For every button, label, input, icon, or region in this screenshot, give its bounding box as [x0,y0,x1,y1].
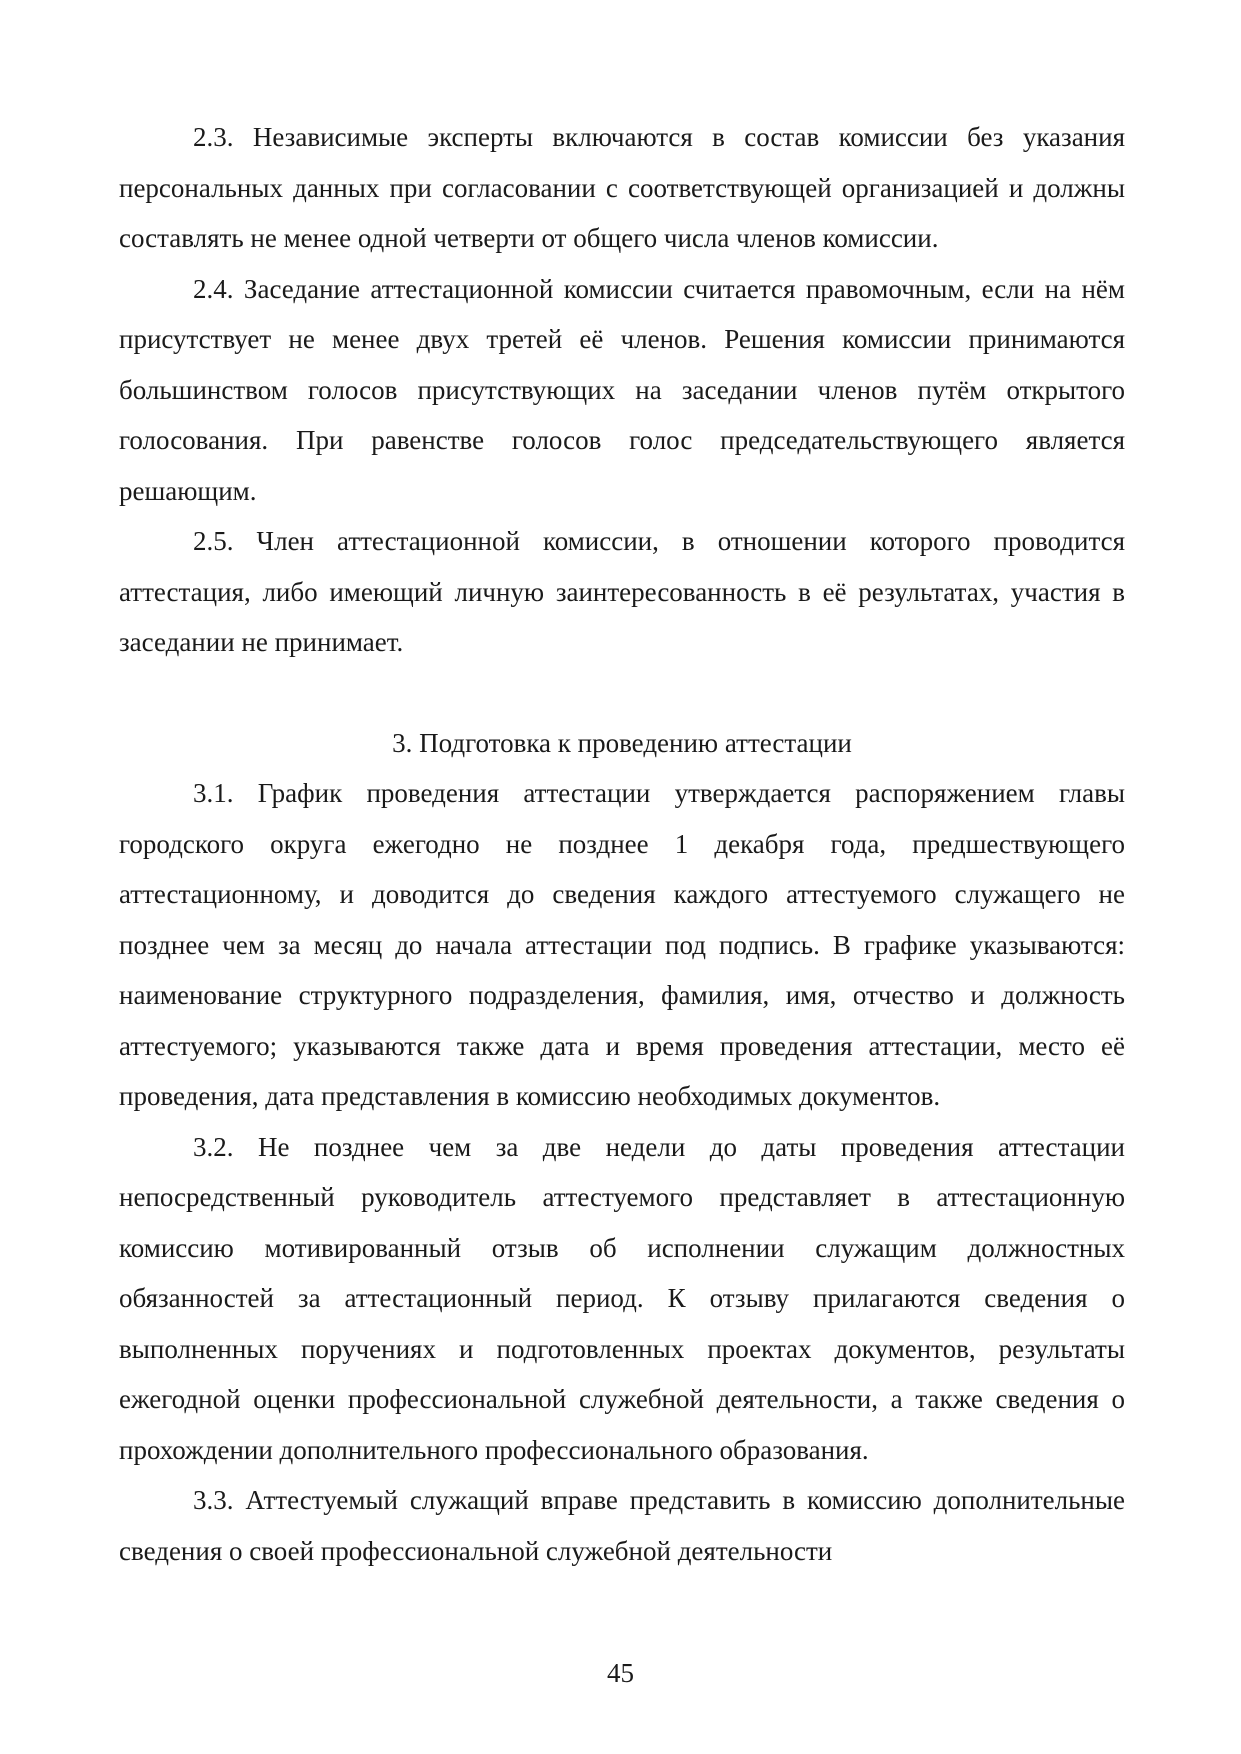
paragraph-2-5: 2.5. Член аттестационной комиссии, в отношении которого проводится аттестация, либо имеющий личную заинтересованность в её результатах, участия в заседании не принимает. [119,526,1125,657]
page-number: 45 [607,1658,634,1688]
paragraph-2-3: 2.3. Независимые эксперты включаются в состав комиссии без указания персональных данных при согласовании с соответствующей организацией и должны составлять не менее одной четверти от общего числа членов комиссии. [119,122,1125,253]
section-3-heading: 3. Подготовка к проведению аттестации [392,727,852,758]
paragraph-3-2: 3.2. Не позднее чем за две недели до даты проведения аттестации непосредственный руководитель аттестуемого представляет в аттестационную комиссию мотивированный отзыв об исполнении служащим должностных обязанностей за аттестационный период. К отзыву прилагаются сведения о выполненных поручениях и подготовленных проектах документов, результаты ежегодной оценки профессиональной служебной деятельности, а также сведения о прохождении дополнительного профессионального образования. [119,1131,1125,1465]
paragraph-3-1: 3.1. График проведения аттестации утверждается распоряжением главы городского округа ежегодно не позднее 1 декабря года, предшествующего аттестационному, и доводится до сведения каждого аттестуемого служащего не позднее чем за месяц до начала аттестации под подпись. В графике указываются: наименование структурного подразделения, фамилия, имя, отчество и должность аттестуемого; указываются также дата и время проведения аттестации, место её проведения, дата представления в комиссию необходимых документов. [119,778,1125,1111]
paragraph-3-3: 3.3. Аттестуемый служащий вправе представить в комиссию дополнительные сведения о своей профессиональной служебной деятельности [119,1485,1125,1566]
section-spacer [119,668,1125,718]
paragraph-2-4: 2.4. Заседание аттестационной комиссии считается правомочным, если на нём присутствует не менее двух третей её членов. Решения комиссии принимаются большинством голосов присутствующих на заседании членов путём открытого голосования. При равенстве голосов голос председательствующего является решающим. [119,273,1125,506]
document-page [119,112,1125,1576]
